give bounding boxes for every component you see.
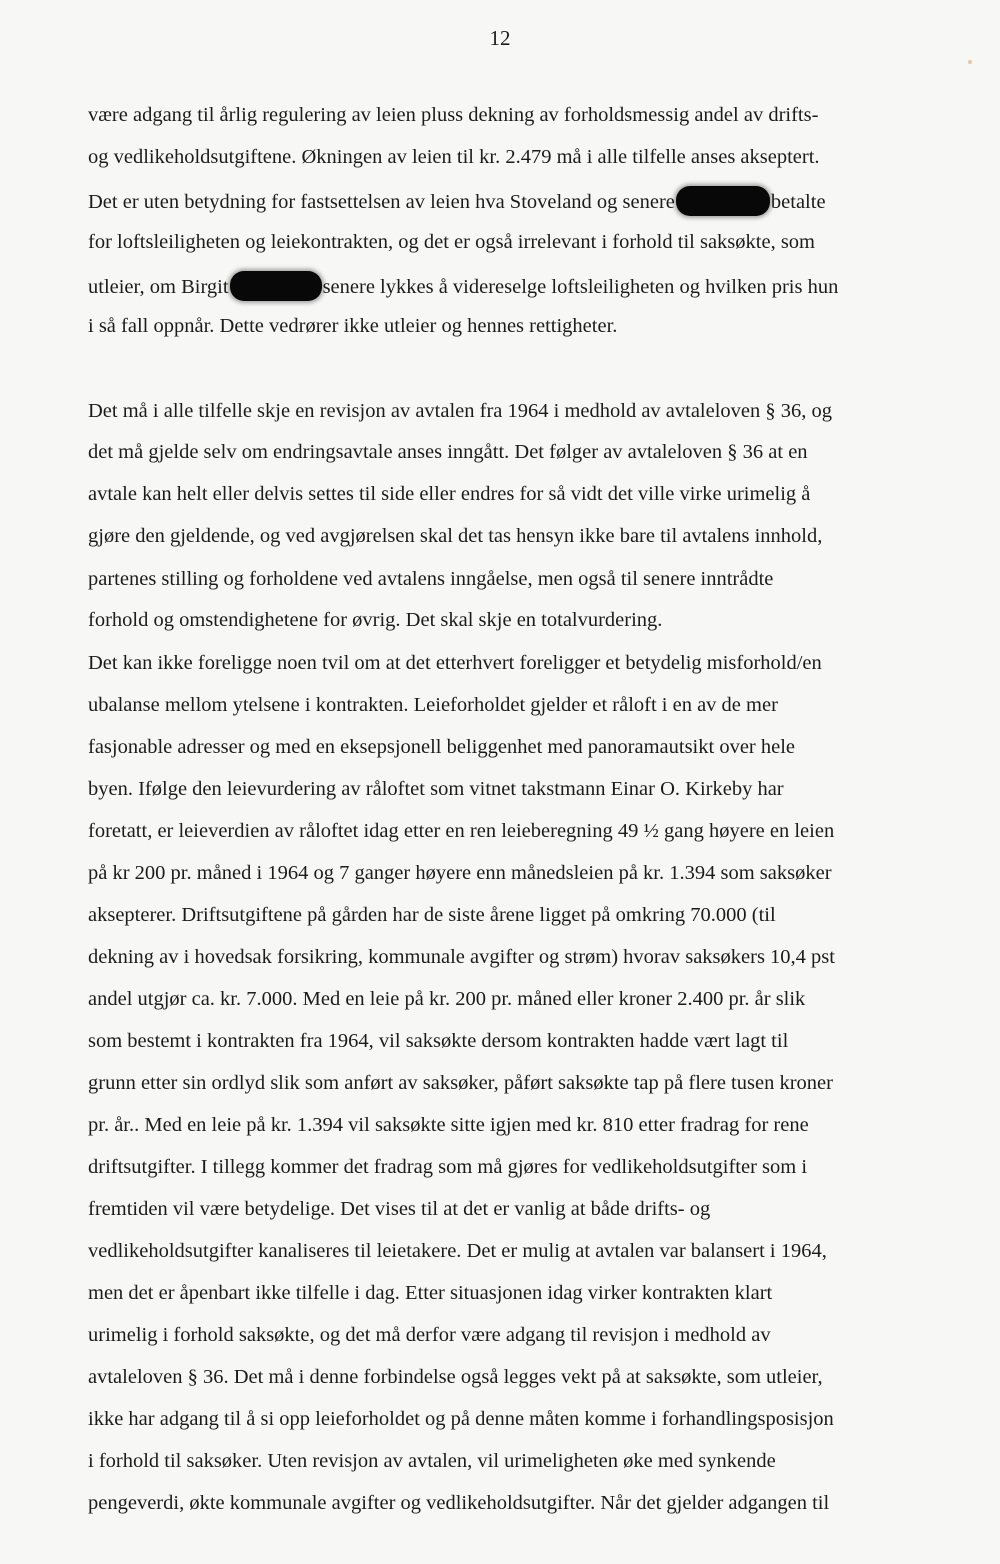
text-line: grunn etter sin ordlyd slik som anført av saksøker, påført saksøkte tap på flere tusen kroner [88,1072,833,1094]
text-line: i så fall oppnår. Dette vedrører ikke utleier og hennes rettigheter. [88,315,618,337]
text-line [88,186,826,216]
redaction-mark [230,271,322,301]
text-line: ikke har adgang til å si opp leieforholdet og på denne måten komme i forhandlingsposisjon [88,1408,834,1430]
text-line: i forhold til saksøker. Uten revisjon av avtalen, vil urimeligheten øke med synkende [88,1450,776,1472]
text-segment: utleier, om Birgit [88,276,229,298]
text-line: pengeverdi, økte kommunale avgifter og vedlikeholdsutgifter. Når det gjelder adgangen til [88,1492,830,1514]
text-line: det må gjelde selv om endringsavtale anses inngått. Det følger av avtaleloven § 36 at en [88,441,808,463]
text-line: ubalanse mellom ytelsene i kontrakten. Leieforholdet gjelder et råloft i en av de mer [88,694,778,716]
text-line: fremtiden vil være betydelige. Det vises til at det er vanlig at både drifts- og [88,1198,711,1220]
text-line: men det er åpenbart ikke tilfelle i dag. Etter situasjonen idag virker kontrakten klart [88,1282,773,1304]
text-line: urimelig i forhold saksøkte, og det må derfor være adgang til revisjon i medhold av [88,1324,771,1346]
text-line: foretatt, er leieverdien av råloftet idag etter en ren leieberegning 49 ½ gang høyere en leien [88,820,835,842]
text-line: på kr 200 pr. måned i 1964 og 7 ganger høyere enn månedsleien på kr. 1.394 som saksøker [88,862,832,884]
text-line: for loftsleiligheten og leiekontrakten, og det er også irrelevant i forhold til saksøkte, som [88,231,815,253]
text-line: avtaleloven § 36. Det må i denne forbindelse også legges vekt på at saksøkte, som utleier, [88,1366,823,1388]
text-line: aksepterer. Driftsutgiftene på gården har de siste årene ligget på omkring 70.000 (til [88,904,776,926]
text-line: partenes stilling og forholdene ved avtalens inngåelse, men også til senere inntrådte [88,568,774,590]
text-line: dekning av i hovedsak forsikring, kommunale avgifter og strøm) hvorav saksøkers 10,4 pst [88,946,835,968]
text-line: driftsutgifter. I tillegg kommer det fradrag som må gjøres for vedlikeholdsutgifter som i [88,1156,808,1178]
text-line: vedlikeholdsutgifter kanaliseres til leietakere. Det er mulig at avtalen var balansert i 1964, [88,1240,827,1262]
text-line: Det kan ikke foreligge noen tvil om at det etterhvert foreligger et betydelig misforhold/en [88,652,822,674]
text-line: pr. år.. Med en leie på kr. 1.394 vil saksøkte sitte igjen med kr. 810 etter fradrag for rene [88,1114,809,1136]
text-segment: senere lykkes å videreselge loftsleiligheten og hvilken pris hun [322,276,839,298]
text-line: Det må i alle tilfelle skje en revisjon av avtalen fra 1964 i medhold av avtaleloven § 36, og [88,400,833,422]
text-segment: betalte [770,191,826,213]
text-line: gjøre den gjeldende, og ved avgjørelsen skal det tas hensyn ikke bare til avtalens innhold, [88,525,823,547]
text-line: forhold og omstendighetene for øvrig. Det skal skje en totalvurdering. [88,609,663,631]
text-line: avtale kan helt eller delvis settes til side eller endres for så vidt det ville virke urimelig å [88,483,811,505]
text-segment: Det er uten betydning for fastsettelsen av leien hva Stoveland og senere [88,191,675,213]
page-number: 12 [489,26,511,50]
text-line [88,271,838,301]
text-line: være adgang til årlig regulering av leien pluss dekning av forholdsmessig andel av drifts- [88,104,819,126]
scan-speck [968,60,972,64]
text-line: andel utgjør ca. kr. 7.000. Med en leie på kr. 200 pr. måned eller kroner 2.400 pr. år slik [88,988,806,1010]
redaction-mark [676,186,770,216]
text-line: som bestemt i kontrakten fra 1964, vil saksøkte dersom kontrakten hadde vært lagt til [88,1030,789,1052]
text-line: byen. Ifølge den leievurdering av råloftet som vitnet takstmann Einar O. Kirkeby har [88,778,784,800]
text-line: fasjonable adresser og med en eksepsjonell beliggenhet med panoramautsikt over hele [88,736,796,758]
text-line: og vedlikeholdsutgiftene. Økningen av leien til kr. 2.479 må i alle tilfelle anses akseptert. [88,146,820,168]
